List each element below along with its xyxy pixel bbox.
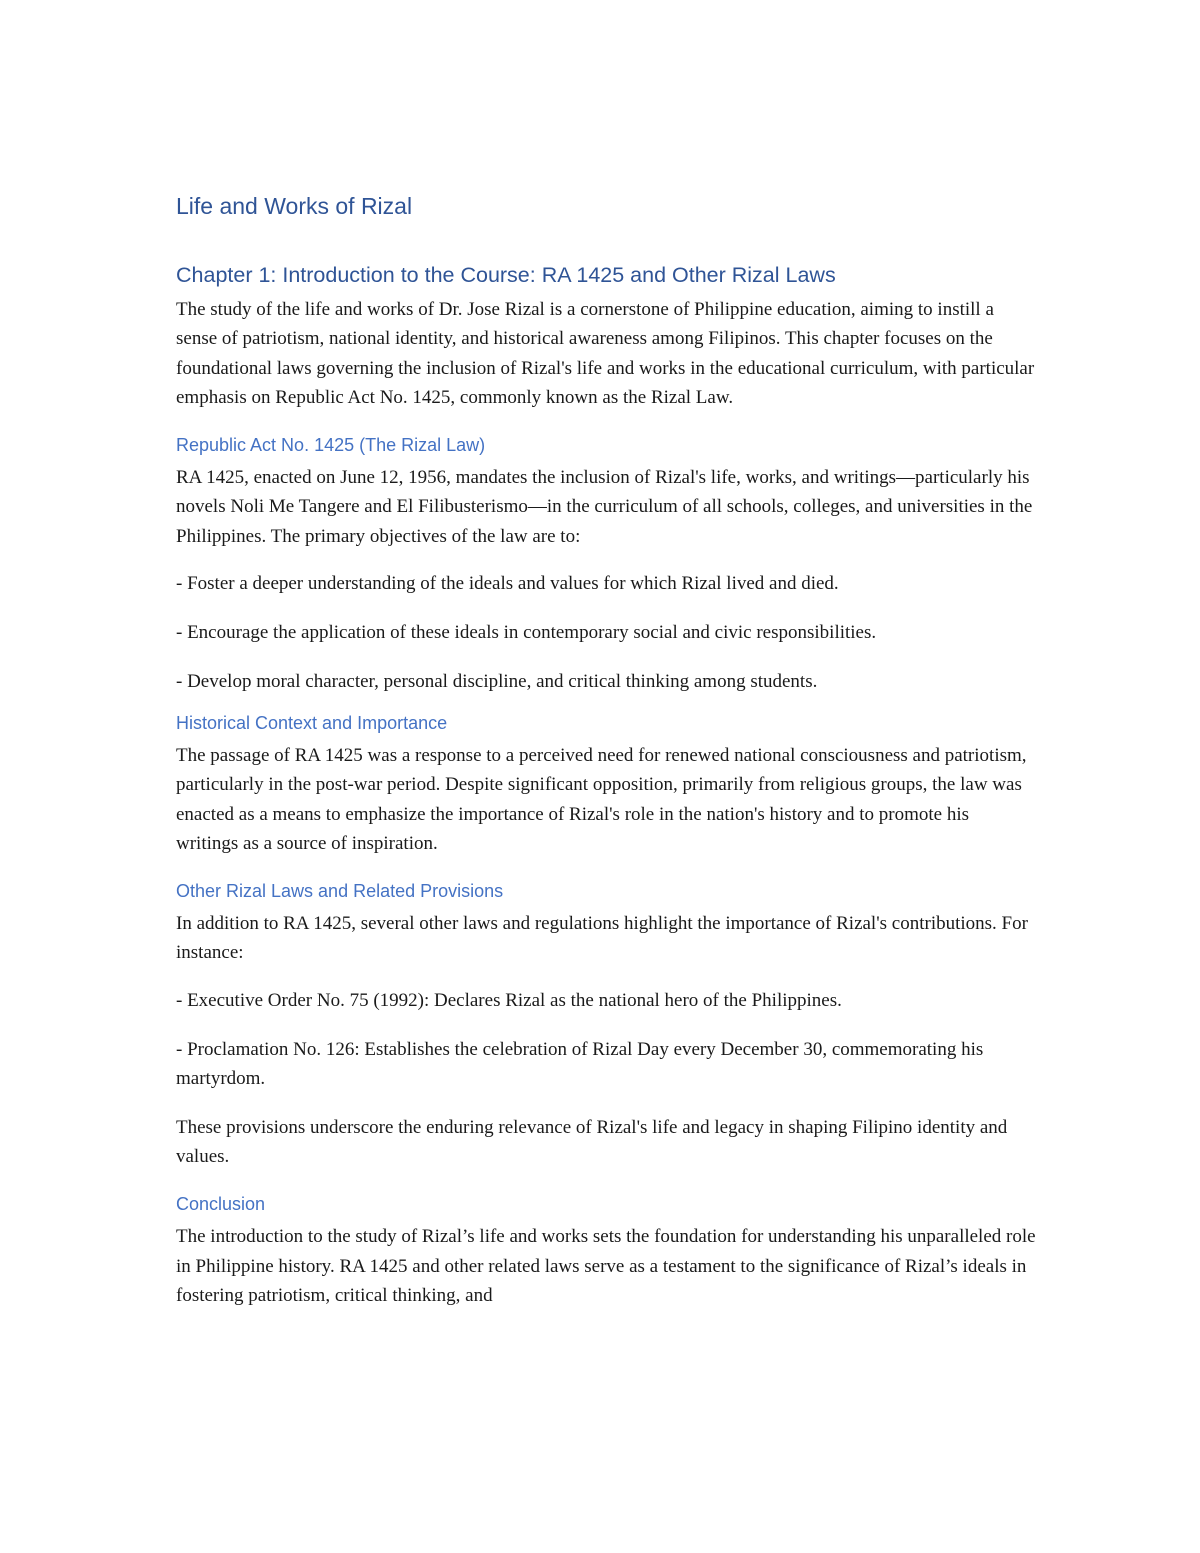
- chapter-title: Chapter 1: Introduction to the Course: RA 1425 and Other Rizal Laws: [176, 263, 836, 287]
- historical-context-paragraph: The passage of RA 1425 was a response to a perceived need for renewed national consciousness and patriotism, particularly in the post-war period. Despite significant opposition, primarily from religious groups, the law was enacted as a means to emphasize the importance of Rizal's role in the nation's history and to promote his writings as a source of inspiration.: [176, 744, 1027, 854]
- section-heading-historical-context: Historical Context and Importance: [176, 712, 448, 733]
- conclusion-paragraph: The introduction to the study of Rizal’s life and works sets the foundation for understanding his unparalleled role in Philippine history. RA 1425 and other related laws serve as a testament to the significance of Rizal’s ideals in fostering patriotism, critical thinking, and: [176, 1226, 1036, 1306]
- list-item: - Encourage the application of these ideals in contemporary social and civic responsibilities.: [176, 621, 877, 643]
- section-heading-other-laws: Other Rizal Laws and Related Provisions: [176, 881, 504, 902]
- rizal-law-paragraph: RA 1425, enacted on June 12, 1956, mandates the inclusion of Rizal's life, works, and writings—particularly his novels Noli Me Tangere and El Filibusterismo—in the curriculum of all schools, colleges, and universities in the Philippines. The primary objectives of the law are to:: [176, 467, 1033, 547]
- list-item: - Foster a deeper understanding of the ideals and values for which Rizal lived and died.: [176, 573, 839, 595]
- list-item: - Executive Order No. 75 (1992): Declares Rizal as the national hero of the Philippines.: [176, 989, 842, 1011]
- other-laws-paragraph: In addition to RA 1425, several other laws and regulations highlight the importance of Rizal's contributions. For instance:: [176, 913, 1028, 964]
- document-title: Life and Works of Rizal: [176, 193, 413, 219]
- list-item: - Proclamation No. 126: Establishes the celebration of Rizal Day every December 30, commemorating his martyrdom.: [176, 1038, 984, 1089]
- section-heading-rizal-law: Republic Act No. 1425 (The Rizal Law): [176, 435, 486, 456]
- list-item: - Develop moral character, personal discipline, and critical thinking among students.: [176, 670, 818, 692]
- document-content: [176, 188, 1036, 1328]
- section-heading-conclusion: Conclusion: [176, 1194, 266, 1215]
- intro-paragraph: The study of the life and works of Dr. Jose Rizal is a cornerstone of Philippine education, aiming to instill a sense of patriotism, national identity, and historical awareness among Filipinos. This chapter focuses on the foundational laws governing the inclusion of Rizal's life and works in the educational curriculum, with particular emphasis on Republic Act No. 1425, commonly known as the Rizal Law.: [176, 299, 1035, 408]
- other-laws-closing-paragraph: These provisions underscore the enduring relevance of Rizal's life and legacy in shaping Filipino identity and values.: [176, 1116, 1008, 1167]
